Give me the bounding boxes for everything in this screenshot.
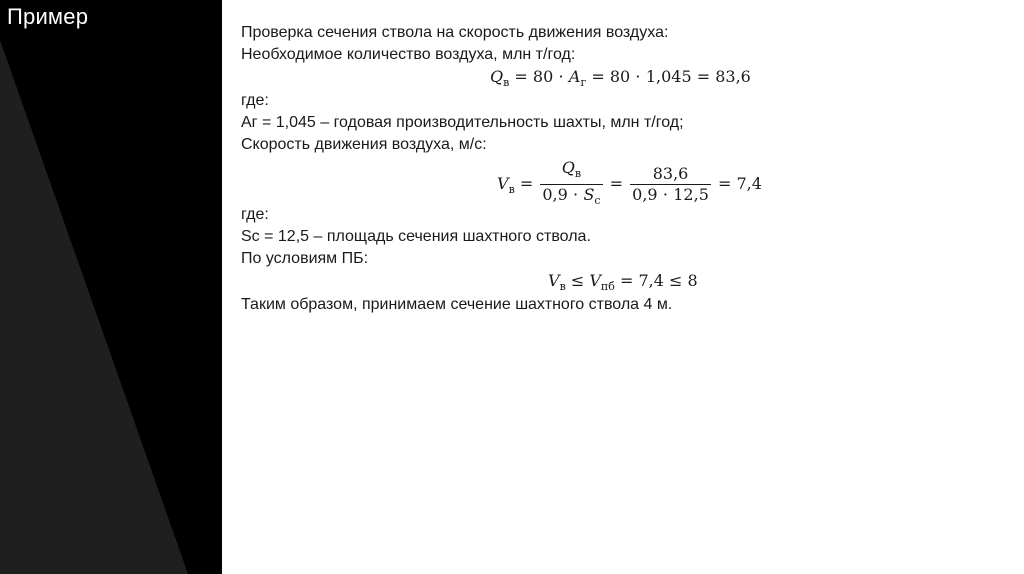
text-line-air-quantity: Необходимое количество воздуха, млн т/год: — [241, 46, 576, 63]
formula-text: = 80 ⋅ 1,045 = 83,6 — [586, 67, 751, 86]
left-dark-panel — [0, 0, 222, 574]
fraction-denominator: 0,9 ⋅ 12,5 — [632, 185, 709, 204]
slide-content — [241, 22, 801, 316]
fraction-denominator — [540, 185, 602, 211]
text-line-conclusion: Таким образом, принимаем сечение шахтного ствола 4 м. — [241, 296, 673, 313]
text-line-sc-definition: Sc = 12,5 – площадь сечения шахтного ствола. — [241, 228, 591, 245]
diagonal-stripe-decoration — [0, 0, 222, 574]
formula-subscript: в — [503, 76, 510, 89]
formula-fraction — [630, 164, 711, 205]
formula-text: = — [514, 174, 539, 193]
text-line-pb-label: По условиям ПБ: — [241, 250, 369, 267]
formula-subscript: в — [508, 183, 515, 196]
formula-air-speed — [497, 158, 762, 211]
formula-text: ≤ — [565, 271, 590, 290]
formula-fraction — [540, 158, 602, 211]
formula-text: = 7,4 — [712, 174, 762, 193]
formula-condition-row — [241, 270, 801, 294]
formula-text: = 7,4 ≤ 8 — [614, 271, 698, 290]
formula-subscript: в — [559, 280, 566, 293]
formula-symbol: A — [568, 67, 581, 86]
slide-title: Пример — [7, 4, 89, 29]
formula-subscript: с — [594, 194, 601, 207]
formula-symbol: Q — [490, 67, 504, 86]
formula-subscript: в — [574, 167, 582, 180]
formula-text: = — [604, 174, 629, 193]
text-line-intro: Проверка сечения ствола на скорость движения воздуха: — [241, 24, 669, 41]
fraction-numerator: 83,6 — [630, 164, 711, 185]
formula-subscript: г — [580, 76, 587, 89]
formula-air-quantity-row — [241, 66, 801, 90]
formula-air-quantity — [490, 66, 751, 94]
text-line-ag-definition: Аг = 1,045 – годовая производительность шахты, млн т/год; — [241, 114, 684, 131]
formula-air-speed-row — [241, 156, 801, 207]
formula-condition — [548, 270, 698, 298]
formula-symbol: S — [583, 185, 595, 204]
text-line-where-2: где: — [241, 206, 269, 223]
formula-text: = 80 ⋅ — [509, 67, 569, 86]
formula-text: 0,9 ⋅ — [542, 185, 584, 204]
formula-subscript: пб — [600, 280, 615, 293]
fraction-numerator — [540, 158, 602, 185]
formula-symbol: V — [548, 271, 560, 290]
formula-symbol: Q — [561, 158, 575, 177]
text-line-speed-label: Скорость движения воздуха, м/с: — [241, 136, 487, 153]
formula-symbol: V — [497, 174, 509, 193]
formula-symbol: V — [589, 271, 601, 290]
text-line-where-1: где: — [241, 92, 269, 109]
